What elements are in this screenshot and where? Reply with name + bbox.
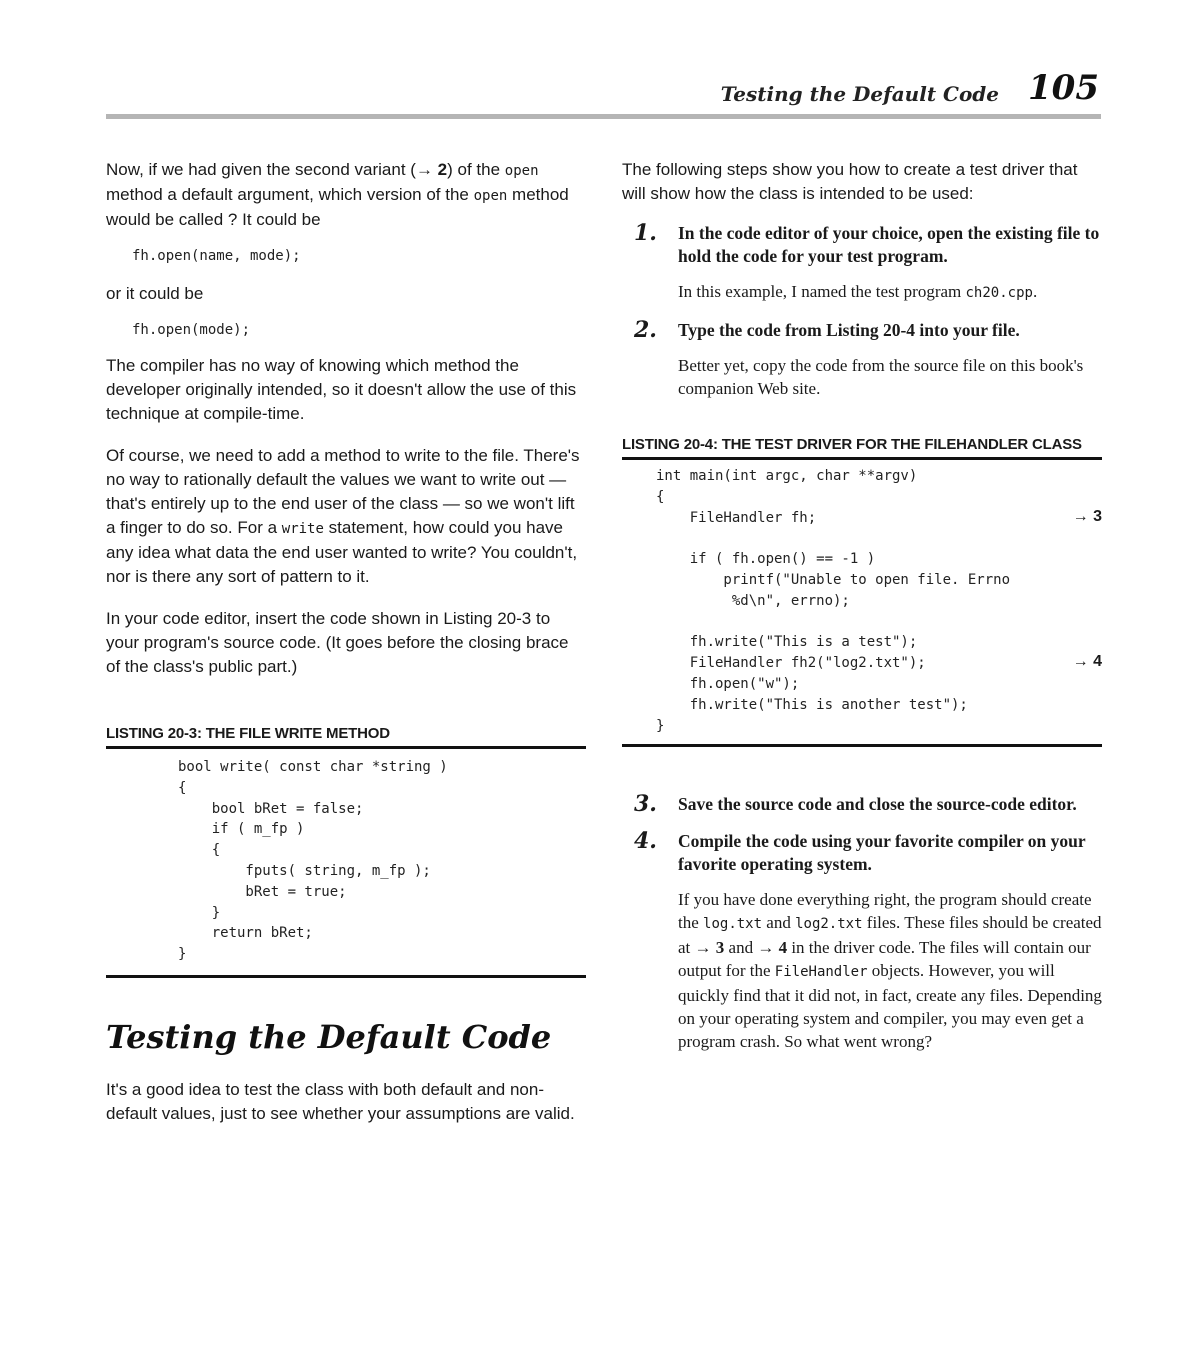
listing-code: FileHandler fh2("log2.txt"); (656, 655, 926, 672)
inline-code: open (504, 163, 539, 179)
listing-caption: LISTING 20-3: THE FILE WRITE METHOD (106, 725, 586, 749)
inline-code: ch20.cpp (965, 285, 1033, 301)
inline-code: write (281, 521, 324, 537)
inline-code: log.txt (703, 916, 763, 933)
listing-row (656, 508, 1102, 529)
paragraph: or it could be (106, 284, 204, 303)
listing-reference: → 3 (694, 938, 725, 958)
step-item (622, 319, 1102, 400)
inline-code: open (473, 188, 508, 204)
code-listing (622, 460, 1102, 747)
step-item (622, 830, 1102, 1053)
step-body: In this example, I named the test program ch20.cpp. (678, 282, 1038, 301)
paragraph: The following steps show you how to create a test driver that will show how the class is intended to be used: (622, 160, 1078, 203)
listing-caption: LISTING 20-4: THE TEST DRIVER FOR THE FILEHANDLER CLASS (622, 436, 1102, 460)
listing-code: fh.open("w"); fh.write("This is another test"); } (656, 675, 968, 734)
page-header (106, 66, 1101, 119)
step-heading: Save the source code and close the source-code editor. (678, 794, 1077, 815)
inline-code: FileHandler (774, 964, 868, 981)
paragraph: The compiler has no way of knowing which method the developer originally intended, so it doesn't allow the use of this technique at compile-time. (106, 356, 577, 423)
step-heading: Type the code from Listing 20-4 into your file. (678, 320, 1020, 340)
listing-reference: → 4 (757, 938, 788, 958)
left-column (106, 158, 586, 1126)
listing-code: if ( fh.open() == -1 ) printf("Unable to open file. Errno %d\n", errno); fh.write("This is a test"); (689, 551, 1011, 651)
step-item (622, 222, 1102, 305)
paragraph: Now, if we had given the second variant (→ 2) of the open method a default argument, which version of the open method would be called ? It could be (106, 160, 569, 229)
step-number: 4. (634, 828, 657, 855)
running-title: Testing the Default Code (720, 82, 999, 106)
paragraph: Of course, we need to add a method to write to the file. There's no way to rationally default the values we want to write out — that's entirely up to the end user of the class — so we won't lift a finger to do so. For a write statement, how could you have any idea what data the end user wanted to write? You couldn't, nor is there any sort of pattern to it. (106, 446, 580, 586)
step-number: 3. (634, 791, 657, 818)
arrow-marker: → 4 (1072, 653, 1102, 671)
paragraph: It's a good idea to test the class with both default and non-default values, just to see whether your assumptions are valid. (106, 1079, 575, 1123)
step-body: Better yet, copy the code from the source file on this book's companion Web site. (678, 356, 1084, 398)
paragraph: In your code editor, insert the code shown in Listing 20-3 to your program's source code. (It goes before the closing brace of the class's public part.) (106, 609, 569, 676)
inline-code: log2.txt (795, 916, 863, 933)
arrow-marker: → 3 (1072, 507, 1102, 525)
step-body: If you have done everything right, the program should create the log.txt and log2.txt files. These files should be created at → 3 and → 4 in the driver code. The files will contain our output for the FileHandler objects. However, you will quickly find that it did not, in fact, create any files. Depending on your operating system and compiler, you may even get a program crash. So what went wrong? (678, 890, 1102, 1052)
step-number: 2. (634, 317, 657, 343)
section-heading: Testing the Default Code (106, 1017, 552, 1056)
step-item (622, 793, 1102, 816)
code-snippet: fh.open(mode); (132, 322, 251, 338)
listing-code: FileHandler fh; (656, 509, 817, 526)
listing-code: bool write( const char *string ) { bool bRet = false; if ( m_fp ) { fputs( string, m_fp ); bRet = true; } return bRet; } (178, 759, 448, 963)
page-number: 105 (1028, 68, 1099, 108)
code-snippet: fh.open(name, mode); (132, 248, 301, 264)
step-heading: Compile the code using your favorite compiler on your favorite operating system. (678, 831, 1086, 875)
step-number: 1. (634, 220, 657, 246)
code-listing (106, 749, 586, 978)
step-heading: In the code editor of your choice, open the existing file to hold the code for your test program. (678, 223, 1100, 266)
listing-code: int main(int argc, char **argv) { (656, 468, 918, 505)
listing-row (656, 653, 1102, 674)
right-column (622, 158, 1102, 1053)
listing-reference: → 2 (415, 160, 448, 179)
